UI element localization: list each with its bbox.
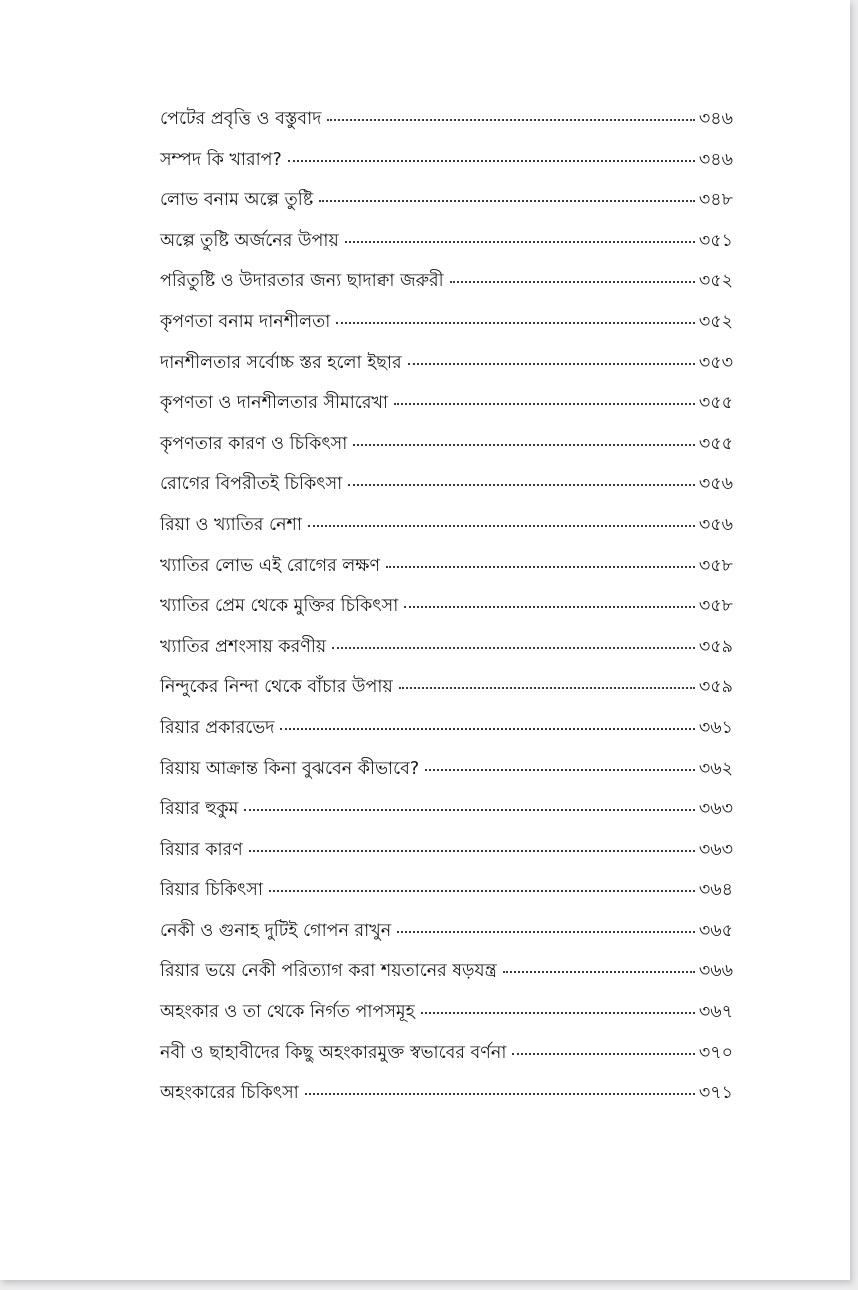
toc-entry xyxy=(160,756,733,797)
toc-entry-title: রিয়ায় আক্রান্ত কিনা বুঝবেন কীভাবে? xyxy=(160,758,420,779)
dot-leader xyxy=(269,890,695,892)
dot-leader xyxy=(353,444,695,446)
toc-entry-page: ৩৫৬ xyxy=(698,514,733,535)
toc-entry-title: নেকী ও গুনাহ দুটিই গোপন রাখুন xyxy=(160,920,392,941)
toc-entry-title: পরিতুষ্টি ও উদারতার জন্য ছাদাক্বা জরুরী xyxy=(160,271,444,292)
toc-entry-title: কৃপণতা ও দানশীলতার সীমারেখা xyxy=(160,393,389,414)
toc-entry-title: খ্যাতির লোভ এই রোগের লক্ষণ xyxy=(160,555,381,576)
toc-entry xyxy=(160,431,733,472)
toc-entry xyxy=(160,512,733,553)
toc-entry-title: নবী ও ছাহাবীদের কিছু অহংকারমুক্ত স্বভাবের বর্ণনা xyxy=(160,1042,507,1063)
toc-entry-page: ৩৫৫ xyxy=(698,393,733,414)
toc-entry xyxy=(160,106,733,147)
toc-entry-page: ৩৫৬ xyxy=(698,474,733,495)
dot-leader xyxy=(399,687,695,689)
toc-entry-page: ৩৬৩ xyxy=(698,839,733,860)
toc-entry xyxy=(160,187,733,228)
dot-leader xyxy=(244,809,695,811)
toc-entry-page: ৩৬২ xyxy=(698,758,733,779)
toc-entry-page: ৩৫৯ xyxy=(698,677,733,698)
toc-entry-page: ৩৬৭ xyxy=(698,1002,733,1023)
toc-entry xyxy=(160,268,733,309)
toc-entry xyxy=(160,796,733,837)
toc-entry xyxy=(160,471,733,512)
toc-entry-title: রিয়ার প্রকারভেদ xyxy=(160,717,275,738)
toc-entry-title: কৃপণতার কারণ ও চিকিৎসা xyxy=(160,433,348,454)
dot-leader xyxy=(450,281,695,283)
dot-leader xyxy=(280,728,694,730)
toc-entry xyxy=(160,147,733,188)
toc-entry-page: ৩৫২ xyxy=(698,311,733,332)
toc-entry-page: ৩৬৩ xyxy=(698,799,733,820)
toc-entry-title: রিয়া ও খ্যাতির নেশা xyxy=(160,514,302,535)
dot-leader xyxy=(425,769,695,771)
toc-entry-page: ৩৬৬ xyxy=(698,961,733,982)
toc-entry-title: রিয়ার চিকিৎসা xyxy=(160,880,263,901)
toc-entry-title: পেটের প্রবৃত্তি ও বস্তুবাদ xyxy=(160,109,322,129)
toc-entry-title: রিয়ার ভয়ে নেকী পরিত্যাগ করা শয়তানের ষড়যন্ত্র xyxy=(160,961,497,982)
toc-entry xyxy=(160,634,733,675)
toc-entry xyxy=(160,228,733,269)
toc-entry xyxy=(160,390,733,431)
toc-entry-title: খ্যাতির প্রেম থেকে মুক্তির চিকিৎসা xyxy=(160,596,399,617)
dot-leader xyxy=(345,241,695,243)
toc-entry-title: দানশীলতার সর্বোচ্চ স্তর হলো ইছার xyxy=(160,352,402,373)
dot-leader xyxy=(394,403,695,405)
table-of-contents xyxy=(160,106,733,1121)
toc-entry-page: ৩৪৬ xyxy=(698,109,733,129)
toc-entry xyxy=(160,553,733,594)
toc-entry-title: অল্পে তুষ্টি অর্জনের উপায় xyxy=(160,230,339,251)
toc-entry-page: ৩৫৮ xyxy=(698,555,733,576)
dot-leader xyxy=(336,322,695,324)
toc-entry-page: ৩৬১ xyxy=(698,717,733,738)
toc-entry-title: কৃপণতা বনাম দানশীলতা xyxy=(160,311,331,332)
dot-leader xyxy=(288,160,695,162)
toc-entry xyxy=(160,715,733,756)
dot-leader xyxy=(319,200,695,202)
toc-entry-page: ৩৬৪ xyxy=(698,880,733,901)
toc-entry-page: ৩৫৩ xyxy=(698,352,733,373)
toc-entry-page: ৩৫৫ xyxy=(698,433,733,454)
toc-entry xyxy=(160,999,733,1040)
dot-leader xyxy=(305,1093,695,1095)
toc-entry-title: খ্যাতির প্রশংসায় করণীয় xyxy=(160,636,327,657)
toc-entry-page: ৩৪৬ xyxy=(698,149,733,170)
toc-entry-page: ৩৫১ xyxy=(698,230,733,251)
toc-entry xyxy=(160,309,733,350)
dot-leader xyxy=(503,971,695,973)
dot-leader xyxy=(327,119,694,121)
dot-leader xyxy=(421,1012,695,1014)
dot-leader xyxy=(348,484,695,486)
toc-entry-title: লোভ বনাম অল্পে তুষ্টি xyxy=(160,190,314,211)
dot-leader xyxy=(308,525,695,527)
toc-entry-title: রোগের বিপরীতই চিকিৎসা xyxy=(160,474,343,495)
toc-entry xyxy=(160,877,733,918)
dot-leader xyxy=(332,647,695,649)
toc-entry xyxy=(160,918,733,959)
toc-entry-title: রিয়ার কারণ xyxy=(160,839,243,860)
toc-entry-page: ৩৭০ xyxy=(698,1042,733,1063)
toc-entry-page: ৩৬৫ xyxy=(698,920,733,941)
toc-entry xyxy=(160,350,733,391)
toc-entry xyxy=(160,593,733,634)
toc-entry xyxy=(160,1040,733,1081)
toc-entry xyxy=(160,674,733,715)
toc-entry-title: রিয়ার হুকুম xyxy=(160,799,239,820)
toc-entry-page: ৩৪৮ xyxy=(698,190,733,211)
toc-entry-title: সম্পদ কি খারাপ? xyxy=(160,149,282,170)
toc-entry-title: নিন্দুকের নিন্দা থেকে বাঁচার উপায় xyxy=(160,677,393,698)
dot-leader xyxy=(249,850,695,852)
toc-entry-page: ৩৫৮ xyxy=(698,596,733,617)
toc-entry xyxy=(160,837,733,878)
dot-leader xyxy=(386,566,695,568)
toc-entry-page: ৩৭১ xyxy=(698,1083,733,1104)
toc-entry-title: অহংকারের চিকিৎসা xyxy=(160,1083,299,1104)
toc-entry xyxy=(160,1080,733,1121)
dot-leader xyxy=(397,931,695,933)
dot-leader xyxy=(512,1053,694,1055)
dot-leader xyxy=(404,606,695,608)
toc-entry-page: ৩৫২ xyxy=(698,271,733,292)
toc-entry-page: ৩৫৯ xyxy=(698,636,733,657)
dot-leader xyxy=(408,363,695,365)
toc-entry xyxy=(160,958,733,999)
toc-entry-title: অহংকার ও তা থেকে নির্গত পাপসমূহ xyxy=(160,1002,415,1023)
